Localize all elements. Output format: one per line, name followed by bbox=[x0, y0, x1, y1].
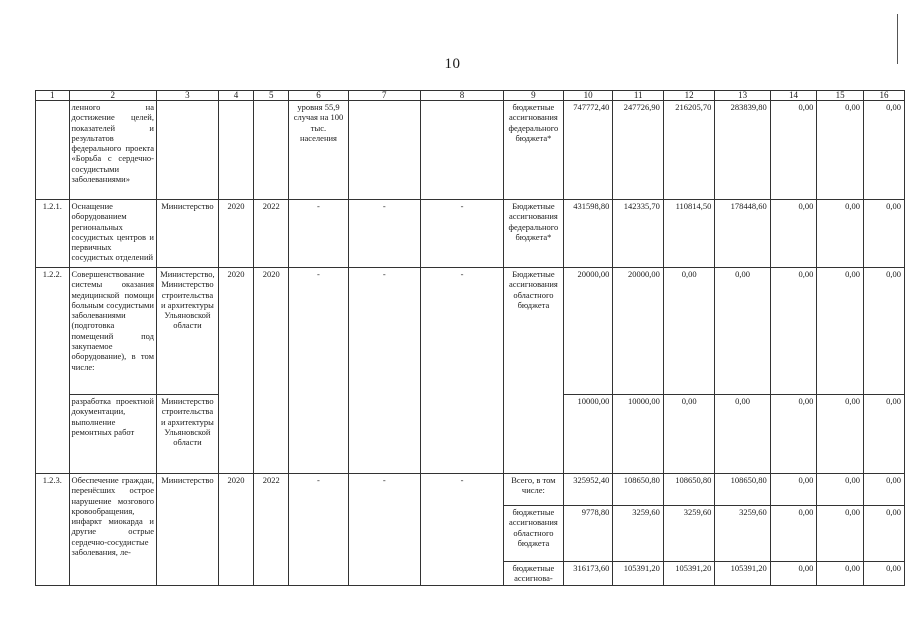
amount-2024: 0,00 bbox=[817, 506, 864, 562]
col8-cell bbox=[421, 101, 504, 200]
year-start: 2020 bbox=[218, 268, 253, 474]
measure-name: Совершенствование системы оказания медицинской помощи больным сосудистыми заболеваниями (подготовка помещений под закупаемое оборудование), в том числе: bbox=[69, 268, 156, 395]
table-row bbox=[36, 268, 905, 395]
amount-2024: 0,00 bbox=[817, 101, 864, 200]
col-header: 14 bbox=[770, 91, 817, 101]
col-header: 6 bbox=[289, 91, 348, 101]
budget-table bbox=[35, 90, 905, 586]
col-header: 10 bbox=[563, 91, 613, 101]
amount-2023: 0,00 bbox=[770, 506, 817, 562]
col7-cell: - bbox=[348, 200, 421, 268]
funding-source: бюджетные ассигнования областного бюджета bbox=[504, 506, 564, 562]
col-header: 9 bbox=[504, 91, 564, 101]
funding-source: Бюджетные ассигнования федерального бюджета* bbox=[504, 200, 564, 268]
col-header: 11 bbox=[613, 91, 664, 101]
col7-cell: - bbox=[348, 474, 421, 586]
row-index: 1.2.3. bbox=[36, 474, 70, 586]
funding-source: бюджетные ассигнования федерального бюджета* bbox=[504, 101, 564, 200]
amount-total: 747772,40 bbox=[563, 101, 613, 200]
col-header: 3 bbox=[156, 91, 218, 101]
row-index bbox=[36, 101, 70, 200]
amount-total: 20000,00 bbox=[563, 268, 613, 395]
indicator-value: - bbox=[289, 474, 348, 586]
row-index: 1.2.1. bbox=[36, 200, 70, 268]
amount-total: 431598,80 bbox=[563, 200, 613, 268]
amount-2023: 0,00 bbox=[770, 474, 817, 506]
amount-2023: 0,00 bbox=[770, 395, 817, 474]
col-header: 2 bbox=[69, 91, 156, 101]
year-end: 2022 bbox=[254, 474, 289, 586]
amount-2025: 0,00 bbox=[863, 101, 904, 200]
responsible: Министерство строительства и архитектуры Ульяновской области bbox=[156, 395, 218, 474]
amount-2024: 0,00 bbox=[817, 562, 864, 586]
table-row bbox=[36, 200, 905, 268]
amount-2024: 0,00 bbox=[817, 268, 864, 395]
col8-cell: - bbox=[421, 200, 504, 268]
table-row bbox=[36, 474, 905, 506]
amount-2021: 105391,20 bbox=[663, 562, 715, 586]
funding-source: бюджетные ассигнова- bbox=[504, 562, 564, 586]
amount-2022: 108650,80 bbox=[715, 474, 770, 506]
amount-2020: 20000,00 bbox=[613, 268, 664, 395]
amount-2021: 3259,60 bbox=[663, 506, 715, 562]
col-header: 5 bbox=[254, 91, 289, 101]
amount-2024: 0,00 bbox=[817, 200, 864, 268]
year-end bbox=[254, 101, 289, 200]
amount-2021: 110814,50 bbox=[663, 200, 715, 268]
year-start bbox=[218, 101, 253, 200]
amount-2025: 0,00 bbox=[863, 268, 904, 395]
amount-2025: 0,00 bbox=[863, 395, 904, 474]
indicator-value: уровня 55,9 случая на 100 тыс. населения bbox=[289, 101, 348, 200]
responsible: Министерство bbox=[156, 474, 218, 586]
year-end: 2022 bbox=[254, 200, 289, 268]
page-number: 10 bbox=[444, 56, 461, 72]
responsible: Министерство, Министерство строительства и архитектуры Ульяновской области bbox=[156, 268, 218, 395]
year-start: 2020 bbox=[218, 474, 253, 586]
table-row bbox=[36, 101, 905, 200]
col8-cell: - bbox=[421, 268, 504, 474]
column-number-row bbox=[36, 91, 905, 101]
amount-2023: 0,00 bbox=[770, 562, 817, 586]
row-index: 1.2.2. bbox=[36, 268, 70, 474]
col-header: 13 bbox=[715, 91, 770, 101]
responsible bbox=[156, 101, 218, 200]
indicator-value: - bbox=[289, 268, 348, 474]
measure-name: Оснащение оборудованием региональных сосудистых центров и первичных сосудистых отделений bbox=[69, 200, 156, 268]
amount-total: 325952,40 bbox=[563, 474, 613, 506]
amount-2020: 3259,60 bbox=[613, 506, 664, 562]
amount-2022: 0,00 bbox=[715, 268, 770, 395]
amount-2020: 108650,80 bbox=[613, 474, 664, 506]
amount-2021: 108650,80 bbox=[663, 474, 715, 506]
col8-cell: - bbox=[421, 474, 504, 586]
funding-source: Всего, в том числе: bbox=[504, 474, 564, 506]
amount-2022: 0,00 bbox=[715, 395, 770, 474]
amount-total: 316173,60 bbox=[563, 562, 613, 586]
amount-2022: 178448,60 bbox=[715, 200, 770, 268]
amount-2020: 10000,00 bbox=[613, 395, 664, 474]
col-header: 8 bbox=[421, 91, 504, 101]
amount-2023: 0,00 bbox=[770, 101, 817, 200]
amount-2020: 142335,70 bbox=[613, 200, 664, 268]
year-start: 2020 bbox=[218, 200, 253, 268]
col7-cell bbox=[348, 101, 421, 200]
funding-source: Бюджетные ассигнования областного бюджета bbox=[504, 268, 564, 474]
year-end: 2020 bbox=[254, 268, 289, 474]
amount-2025: 0,00 bbox=[863, 562, 904, 586]
measure-name: разработка проектной документации, выполнение ремонтных работ bbox=[69, 395, 156, 474]
col-header: 1 bbox=[36, 91, 70, 101]
amount-2023: 0,00 bbox=[770, 200, 817, 268]
col-header: 4 bbox=[218, 91, 253, 101]
amount-2020: 247726,90 bbox=[613, 101, 664, 200]
amount-2022: 105391,20 bbox=[715, 562, 770, 586]
col-header: 12 bbox=[663, 91, 715, 101]
col-header: 16 bbox=[863, 91, 904, 101]
amount-2025: 0,00 bbox=[863, 474, 904, 506]
amount-2025: 0,00 bbox=[863, 200, 904, 268]
amount-2023: 0,00 bbox=[770, 268, 817, 395]
amount-2020: 105391,20 bbox=[613, 562, 664, 586]
measure-name: ленного на достижение целей, показателей и результатов федерального проекта «Борьба с сердечно-сосудистыми заболеваниями» bbox=[69, 101, 156, 200]
amount-total: 9778,80 bbox=[563, 506, 613, 562]
amount-2025: 0,00 bbox=[863, 506, 904, 562]
col-header: 7 bbox=[348, 91, 421, 101]
amount-total: 10000,00 bbox=[563, 395, 613, 474]
amount-2021: 0,00 bbox=[663, 268, 715, 395]
amount-2024: 0,00 bbox=[817, 474, 864, 506]
amount-2021: 216205,70 bbox=[663, 101, 715, 200]
measure-name: Обеспечение граждан, перенёсших острое нарушение мозгового кровообращения, инфаркт миокарда и другие острые сердечно-сосудистые заболевания, ле- bbox=[69, 474, 156, 586]
amount-2022: 283839,80 bbox=[715, 101, 770, 200]
indicator-value: - bbox=[289, 200, 348, 268]
col-header: 15 bbox=[817, 91, 864, 101]
amount-2024: 0,00 bbox=[817, 395, 864, 474]
amount-2022: 3259,60 bbox=[715, 506, 770, 562]
amount-2021: 0,00 bbox=[663, 395, 715, 474]
responsible: Министерство bbox=[156, 200, 218, 268]
col7-cell: - bbox=[348, 268, 421, 474]
